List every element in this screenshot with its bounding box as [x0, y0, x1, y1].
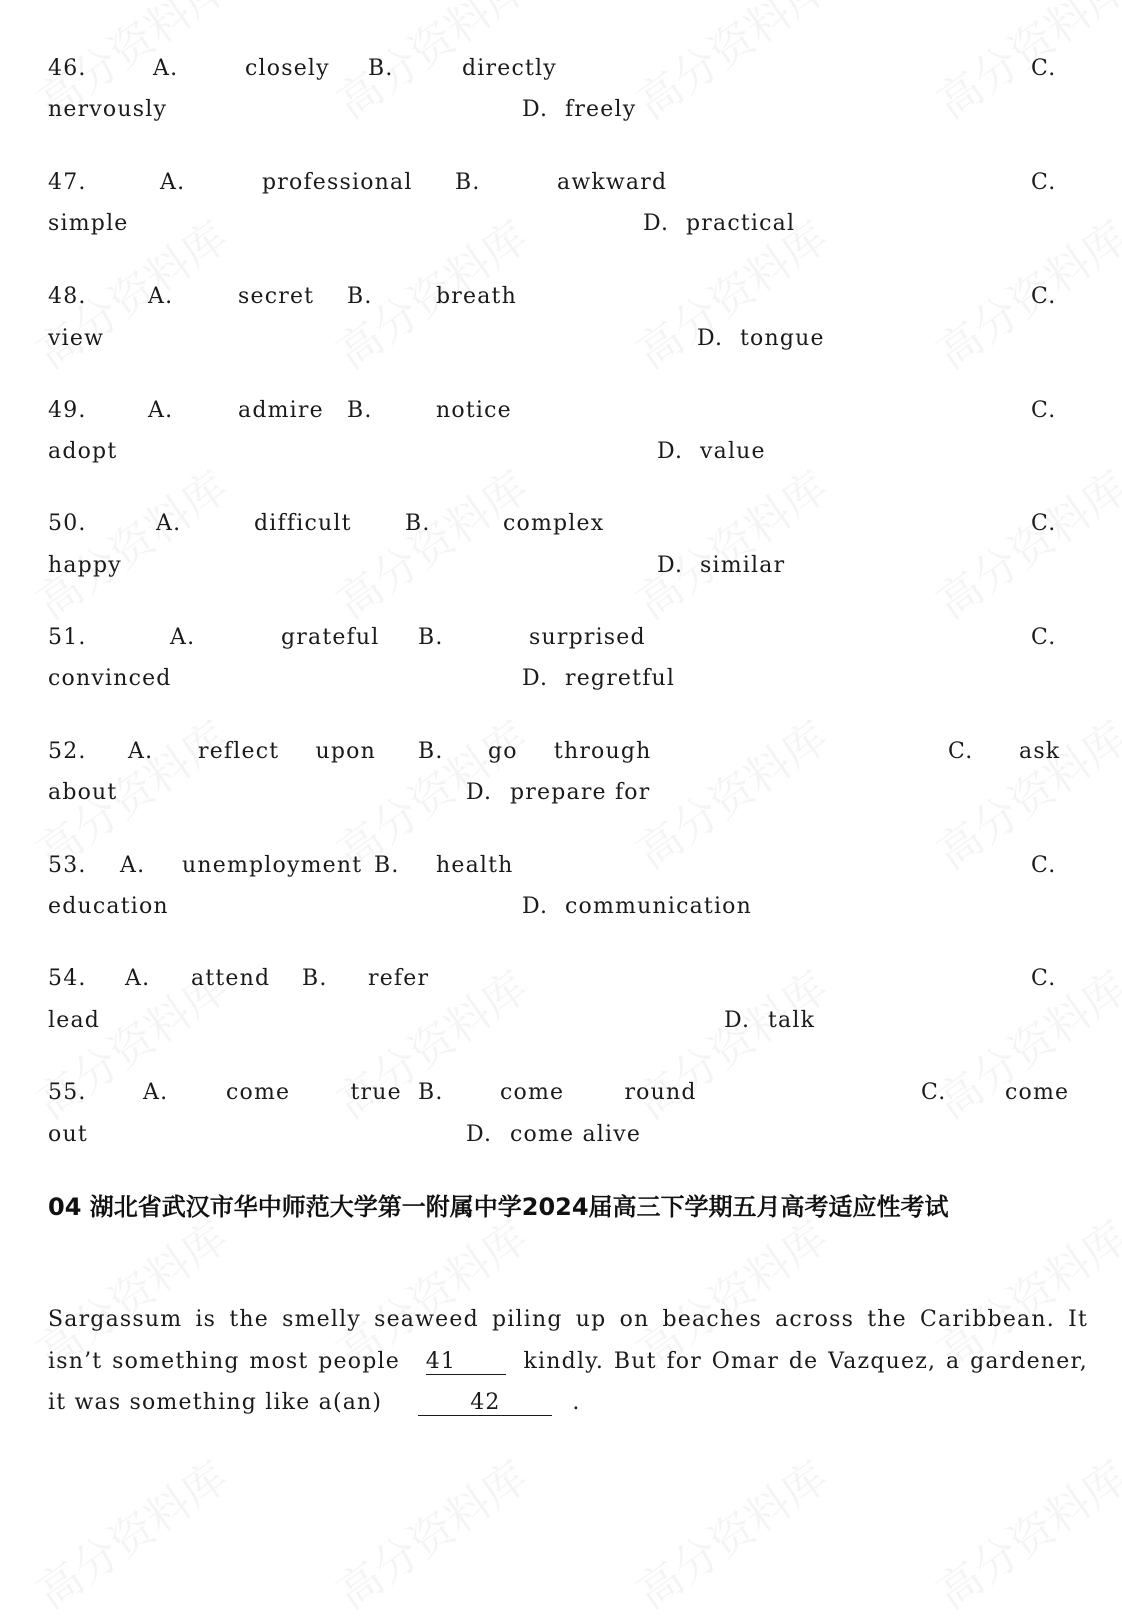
watermark-text: [922, 453, 1122, 632]
option-b-label: B.: [302, 966, 328, 991]
option-a-text: admire: [238, 398, 324, 423]
option-a-label: A.: [125, 966, 151, 991]
option-c-label: C.: [1031, 284, 1057, 309]
option-d-text: come alive: [510, 1122, 642, 1147]
blank-number: 42: [470, 1390, 501, 1415]
watermark-text: [922, 1443, 1122, 1621]
option-a-label: A.: [160, 170, 186, 195]
passage-text: Sargassum is the smelly seaweed piling up on beaches across the Caribbean. It isn’t something most people: [48, 1307, 1088, 1374]
blank-number: 41: [425, 1348, 457, 1374]
option-b-text: come round: [500, 1080, 697, 1105]
option-c-text-part: about: [48, 780, 118, 805]
option-c-text: view: [48, 326, 105, 351]
option-c-text: education: [48, 894, 169, 919]
option-b-label: B.: [347, 398, 373, 423]
option-a-label: A.: [156, 511, 182, 536]
option-a-text: come true: [226, 1080, 402, 1105]
watermark-text: [622, 703, 839, 882]
option-c-label: C.: [1031, 625, 1057, 650]
option-b-text: health: [436, 853, 514, 878]
question-number: 54.: [48, 966, 87, 991]
option-a-text: unemployment: [182, 853, 363, 878]
option-c-label: C.: [1031, 511, 1057, 536]
option-d-label: D.: [466, 780, 493, 805]
blank-42: [418, 1391, 552, 1416]
option-d-text: freely: [565, 97, 637, 122]
option-d-text: talk: [768, 1008, 816, 1033]
question-number: 49.: [48, 398, 87, 423]
option-b-text: complex: [503, 511, 605, 536]
option-c-text-part: ask: [1019, 739, 1061, 764]
option-b-text: awkward: [557, 170, 668, 195]
watermark-text: [322, 1443, 539, 1621]
option-b-label: B.: [374, 853, 400, 878]
option-a-text: difficult: [254, 511, 352, 536]
option-c-text-part: come: [1005, 1080, 1070, 1105]
option-d-text: communication: [565, 894, 752, 919]
option-b-label: B.: [418, 739, 444, 764]
option-a-label: A.: [120, 853, 146, 878]
section-heading: 04 湖北省武汉市华中师范大学第一附属中学2024届高三下学期五月高考适应性考试: [48, 1193, 949, 1221]
option-b-label: B.: [455, 170, 481, 195]
option-a-label: A.: [170, 625, 196, 650]
option-a-text: closely: [245, 56, 330, 81]
option-a-text: secret: [238, 284, 315, 309]
option-c-label: C.: [921, 1080, 947, 1105]
question-number: 48.: [48, 284, 87, 309]
option-d-text: prepare for: [510, 780, 651, 805]
question-number: 53.: [48, 853, 87, 878]
option-a-text: attend: [191, 966, 271, 991]
option-c-text: adopt: [48, 439, 118, 464]
option-d-text: value: [700, 439, 766, 464]
option-a-label: A.: [148, 284, 174, 309]
option-d-label: D.: [522, 666, 549, 691]
option-d-label: D.: [643, 211, 670, 236]
option-b-text: notice: [436, 398, 512, 423]
option-c-text: happy: [48, 553, 122, 578]
blank-41: [426, 1350, 506, 1375]
option-b-label: B.: [418, 625, 444, 650]
watermark-text: [22, 453, 239, 632]
option-c-text: lead: [48, 1008, 101, 1033]
question-number: 47.: [48, 170, 87, 195]
option-b-label: B.: [405, 511, 431, 536]
watermark-text: [622, 1443, 839, 1621]
option-a-label: A.: [153, 56, 179, 81]
watermark-text: [322, 453, 539, 632]
option-d-label: D.: [657, 553, 684, 578]
option-b-text: surprised: [529, 625, 646, 650]
question-number: 55.: [48, 1080, 87, 1105]
option-b-label: B.: [368, 56, 394, 81]
option-a-label: A.: [148, 398, 174, 423]
option-c-label: C.: [1031, 56, 1057, 81]
option-b-text: refer: [368, 966, 430, 991]
option-d-label: D.: [522, 97, 549, 122]
option-b-label: B.: [418, 1080, 444, 1105]
option-c-label: C.: [948, 739, 974, 764]
option-b-text: breath: [436, 284, 517, 309]
option-c-label: C.: [1031, 853, 1057, 878]
watermark-text: [622, 453, 839, 632]
watermark-text: [922, 0, 1122, 131]
passage-text: kindly. But for Omar de Vazquez, a gardener, it was something like a(an): [48, 1348, 1088, 1415]
option-c-text: convinced: [48, 666, 172, 691]
option-d-label: D.: [522, 894, 549, 919]
option-b-label: B.: [347, 284, 373, 309]
option-d-text: regretful: [565, 666, 676, 691]
option-a-label: A.: [128, 739, 154, 764]
watermark-text: [922, 703, 1122, 882]
option-c-text-part: out: [48, 1122, 88, 1147]
option-d-text: practical: [686, 211, 796, 236]
option-a-text: reflect upon: [198, 739, 376, 764]
option-c-label: C.: [1031, 398, 1057, 423]
option-d-text: similar: [700, 553, 786, 578]
option-a-text: grateful: [281, 625, 380, 650]
option-d-label: D.: [657, 439, 684, 464]
question-number: 51.: [48, 625, 87, 650]
option-c-text: nervously: [48, 97, 168, 122]
passage-paragraph: [48, 1299, 1088, 1424]
question-number: 46.: [48, 56, 87, 81]
option-a-text: professional: [262, 170, 413, 195]
option-c-label: C.: [1031, 170, 1057, 195]
option-a-label: A.: [143, 1080, 169, 1105]
option-d-label: D.: [697, 326, 724, 351]
option-c-label: C.: [1031, 966, 1057, 991]
watermark-text: [922, 203, 1122, 382]
question-number: 52.: [48, 739, 87, 764]
passage-text: .: [572, 1390, 581, 1415]
option-b-text: directly: [462, 56, 557, 81]
option-d-label: D.: [724, 1008, 751, 1033]
question-number: 50.: [48, 511, 87, 536]
option-c-text: simple: [48, 211, 129, 236]
option-d-text: tongue: [740, 326, 825, 351]
watermark-text: [22, 1443, 239, 1621]
watermark-text: [622, 0, 839, 131]
option-b-text: go through: [488, 739, 652, 764]
option-d-label: D.: [466, 1122, 493, 1147]
